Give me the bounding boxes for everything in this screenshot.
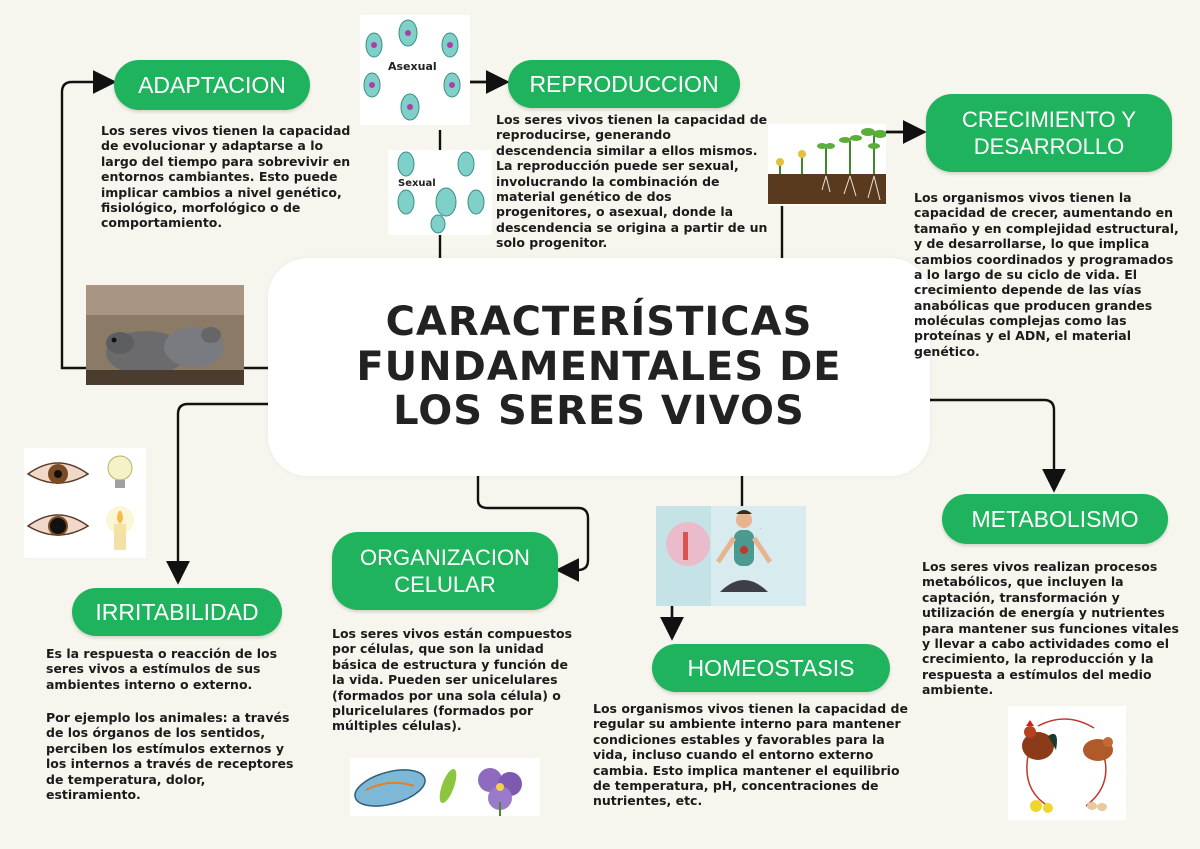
organizacion-pill: ORGANIZACION CELULAR (332, 532, 558, 610)
reproduccion-text: Los seres vivos tienen la capacidad de reproducirse, generando descendencia similar a ellos mismos. La reproducción puede ser sexual, involucrando la combinación de material genético de dos progenitores, o asexual, donde la descendencia se origina a partir de un solo progenitor. (496, 112, 768, 250)
arrow-metabolismo (930, 400, 1054, 488)
reproduccion-pill: REPRODUCCION (508, 60, 740, 108)
organizacion-text: Los seres vivos están compuestos por células, que son la unidad básica de estructura y función de la vida. Pueden ser unicelulares (formados por una sola célula) o pluricelulares (formados por múltiples células). (332, 626, 573, 734)
metabolismo-pill: METABOLISMO (942, 494, 1168, 544)
eyes-and-light-illustration (24, 448, 146, 558)
asexual-label: Asexual (388, 60, 437, 73)
arrow-irritabilidad (178, 404, 268, 580)
adaptacion-text: Los seres vivos tienen la capacidad de evolucionar y adaptarse a lo largo del tiempo para sobrevivir en entornos cambiantes. Esto puede implicar cambios a nivel genético, fisiológico, morfológico o de comportamiento. (101, 123, 351, 231)
irritabilidad-text-1: Es la respuesta o reacción de los seres vivos a estímulos de sus ambientes interno o externo. (46, 646, 278, 692)
crecimiento-text: Los organismos vivos tienen la capacidad de crecer, aumentando en tamaño y en complejidad estructural, y de desarrollarse, lo que implica cambios coordinados y programados a lo largo de su ciclo de vida. El crecimiento depende de las vías anabólicas que producen grandes moléculas complejas como las proteínas y el ADN, el material genético. (914, 190, 1179, 359)
central-title: CARACTERÍSTICAS FUNDAMENTALES DE LOS SERES VIVOS (356, 298, 842, 435)
irritabilidad-text-2: Por ejemplo los animales: a través de los órganos de los sentidos, perciben los estímulos externos y los internos a través de receptores de temperatura, dolor, estiramiento. (46, 710, 294, 802)
homeostasis-text: Los organismos vivos tienen la capacidad de regular su ambiente interno para mantener condiciones estables y favorables para la vida, incluso cuando el entorno externo cambia. Esto implica mantener el equilibrio de temperatura, pH, concentraciones de nutrientes, etc. (593, 701, 908, 809)
asexual-reproduction-illustration (360, 15, 470, 125)
plant-growth-illustration (768, 124, 886, 206)
chicken-lifecycle-illustration (1008, 706, 1126, 820)
homeostasis-meditation-illustration (656, 506, 806, 606)
homeostasis-pill: HOMEOSTASIS (652, 644, 890, 692)
sexual-reproduction-illustration (388, 150, 492, 235)
mouse-family-illustration (86, 285, 244, 385)
central-title-box (268, 258, 930, 476)
svg-text:·: · (760, 526, 762, 532)
irritabilidad-pill: IRRITABILIDAD (72, 588, 282, 636)
cells-illustration (350, 758, 540, 816)
metabolismo-text: Los seres vivos realizan procesos metabólicos, que incluyen la captación, transformación y utilización de energía y nutrientes para mantener sus funciones vitales y llevar a cabo actividades como el crecimiento, la reproducción y la respuesta a estímulos del medio ambiente. (922, 559, 1179, 697)
sexual-label: Sexual (398, 178, 436, 189)
crecimiento-pill: CRECIMIENTO Y DESARROLLO (926, 94, 1172, 172)
adaptacion-pill: ADAPTACION (114, 60, 310, 110)
